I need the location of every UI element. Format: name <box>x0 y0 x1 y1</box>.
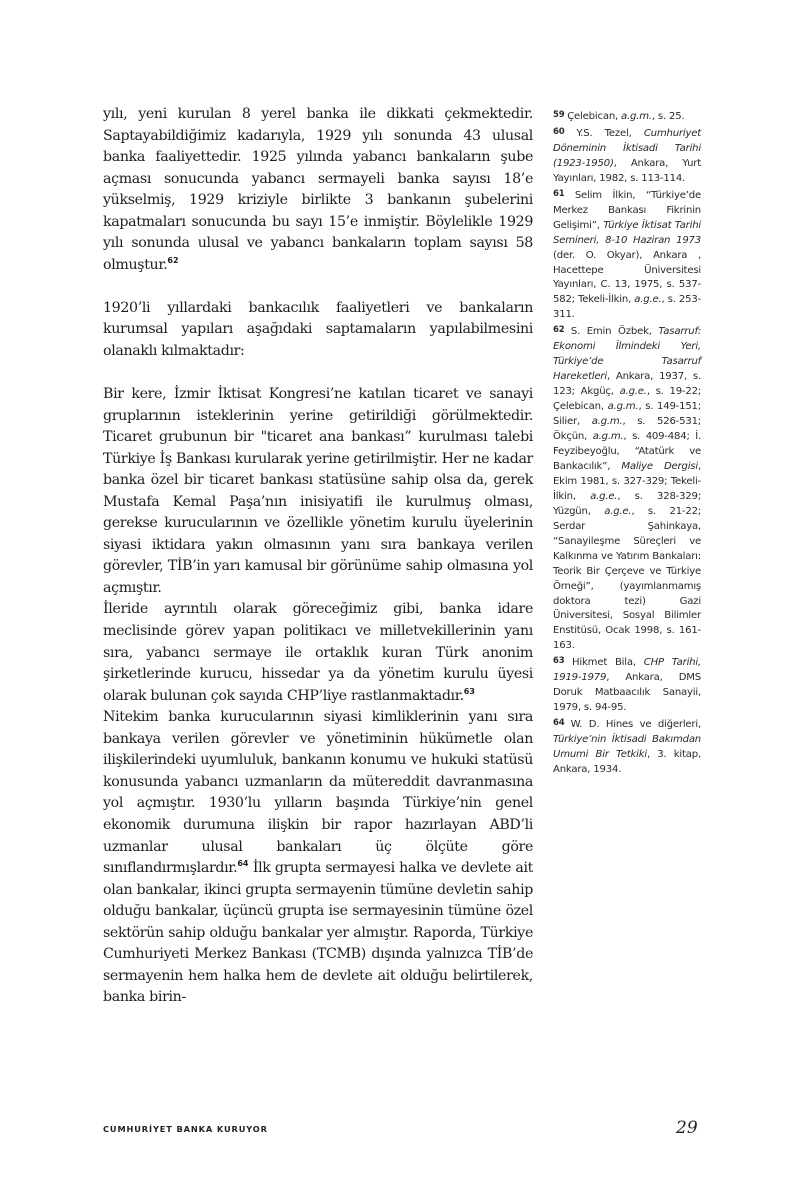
footnote-number: 63 <box>553 656 573 667</box>
page-number: 29 <box>676 1118 698 1138</box>
paragraph-3: Bir kere, İzmir İktisat Kongresi’ne katılan ticaret ve sanayi gruplarının isteklerinin yerine getirildiği görülmektedir. Ticaret grubunun bir "ticaret ana bankası” kurulması talebi Türkiye İş Bankası kurularak yerine getirilmiştir. Her ne kadar banka özel bir ticaret bankası statüsüne sahip olsa da, gerek Mustafa Kemal Paşa’nın inisiyatifi ile kurulmuş olması, gerekse kurucularının ve özellikle yönetim kurulu üyelerinin siyasi iktidara yakın olmasının yanı sıra bankaya verilen görevler, TİB’in yarı kamusal bir görünüme sahip olmasına yol açmıştır. <box>103 386 533 596</box>
main-text-column <box>103 104 533 1009</box>
footnote-ref-62[interactable]: 62 <box>167 255 179 265</box>
footnote-60: 60 Y.S. Tezel, Cumhuriyet Döneminin İktisadi Tarihi (1923-1950), Ankara, Yurt Yayınları, 1982, s. 113-114. <box>553 126 701 184</box>
footnotes-column <box>553 108 701 778</box>
footnote-number: 60 <box>553 126 577 137</box>
paragraph-4: İleride ayrıntılı olarak göreceğimiz gibi, banka idare meclisinde görev yapan politikacı ve milletvekillerinin yanı sıra, yabancı sermaye ile ortaklık kuran Türk anonim şirketlerinde kurucu, hissedar ya da yönetim kurulu üyesi olarak bulunan çok sayıda CHP’liye rastlanmaktadır.$^{63}$ <box>103 601 533 704</box>
footnote-63: 63 Hikmet Bila, CHP Tarihi, 1919-1979, Ankara, DMS Doruk Matbaacılık Sanayii, 1979, s. 94-95. <box>553 656 701 714</box>
footnote-62: 62 S. Emin Özbek, Tasarruf: Ekonomi İlmindeki Yeri, Türkiye’de Tasarruf Hareketleri, Ankara, 1937, s. 123; Akgüç, a.g.e., s. 19-22; Çelebican, a.g.m., s. 149-151; Silier, a.g.m., s. 526-531; Ökçün, a.g.m., s. 409-484; İ. Feyzibeyoğlu, “Atatürk ve Bankacılık”, Maliye Dergisi, Ekim 1981, s. 327-329; Tekeli-İlkin, a.g.e., s. 328-329; Yüzgün, a.g.e., s. 21-22; Serdar Şahinkaya, “Sanayileşme Süreçleri ve Kalkınma ve Yatırım Bankaları: Teorik Bir Çerçeve ve Türkiye Örneği”, (yayımlanmamış doktora tezi) Gazi Üniversitesi, Sosyal Bilimler Enstitüsü, Ocak 1998, s. 161-163. <box>553 325 702 652</box>
footnote-ref-63[interactable]: 63 <box>463 686 475 696</box>
footnote-number: 64 <box>553 718 571 729</box>
footnote-64: 64 W. D. Hines ve diğerleri, Türkiye’nin İktisadi Bakımdan Umumi Bir Tetkiki, 3. kitap, Ankara, 1934. <box>553 718 701 775</box>
paragraph-1: yılı, yeni kurulan 8 yerel banka ile dikkati çekmektedir. Saptayabildiğimiz kadarıyla, 1929 yılı sonunda 43 ulusal banka faaliyettedir. 1925 yılında yabancı bankaların şube açması sonucunda yabancı sermayeli banka sayısı 18’e yükselmiş, 1929 kriziyle birlikte 3 bankanın şubelerini kapatmaları sonucunda bu sayı 15’e inmiştir. Böylelikle 1929 yılı sonunda ulusal ve yabancı bankaların toplam sayısı 58 olmuştur.$^{62}$ <box>103 106 533 273</box>
paragraph-2: 1920’li yıllardaki bankacılık faaliyetleri ve bankaların kurumsal yapıları aşağıdaki saptamaların yapılabilmesini olanaklı kılmaktadır: <box>103 299 533 359</box>
footnote-number: 61 <box>553 188 575 199</box>
footnote-61: 61 Selim İlkin, “Türkiye’de Merkez Bankası Fikrinin Gelişimi”, Türkiye İktisat Tarihi Semineri, 8-10 Haziran 1973 (der. O. Okyar), Ankara , Hacettepe Üniversitesi Yayınları, C. 13, 1975, s. 537-582; Tekeli-İlkin, a.g.e., s. 253-311. <box>553 188 701 321</box>
footnote-ref-64[interactable]: 64 <box>237 859 249 869</box>
running-title: CUMHURİYET BANKA KURUYOR <box>103 1124 268 1134</box>
footnote-number: 59 <box>553 110 568 120</box>
footnote-59: 59 Çelebican, a.g.m., s. 25. <box>553 110 685 122</box>
footnote-number: 62 <box>553 325 571 336</box>
paragraph-5: Nitekim banka kurucularının siyasi kimliklerinin yanı sıra bankaya verilen görevler ve yönetiminin hükümetle olan ilişkilerindeki uyumluluk, bankanın konumu ve hukuki statüsü konusunda yabancı uzmanların da mütereddit davranmasına yol açmıştır. 1930’lu yılların başında Türkiye’nin genel ekonomik durumuna ilişkin bir rapor hazırlayan ABD’li uzmanlar ulusal bankaları üç ölçüte göre sınıflandırmışlardır.$^{64}$ İlk grupta sermayesi halka ve devlete ait olan bankalar, ikinci grupta sermayenin tümüne devletin sahip olduğu bankalar, üçüncü grupta ise sermayesinin tümüne özel sektörün sahip olduğu bankalar yer almıştır. Raporda, Türkiye Cumhuriyeti Merkez Bankası (TCMB) dışında yalnızca TİB’de sermayenin hem halka hem de devlete ait olduğu belirtilerek, banka birin- <box>103 709 533 1006</box>
